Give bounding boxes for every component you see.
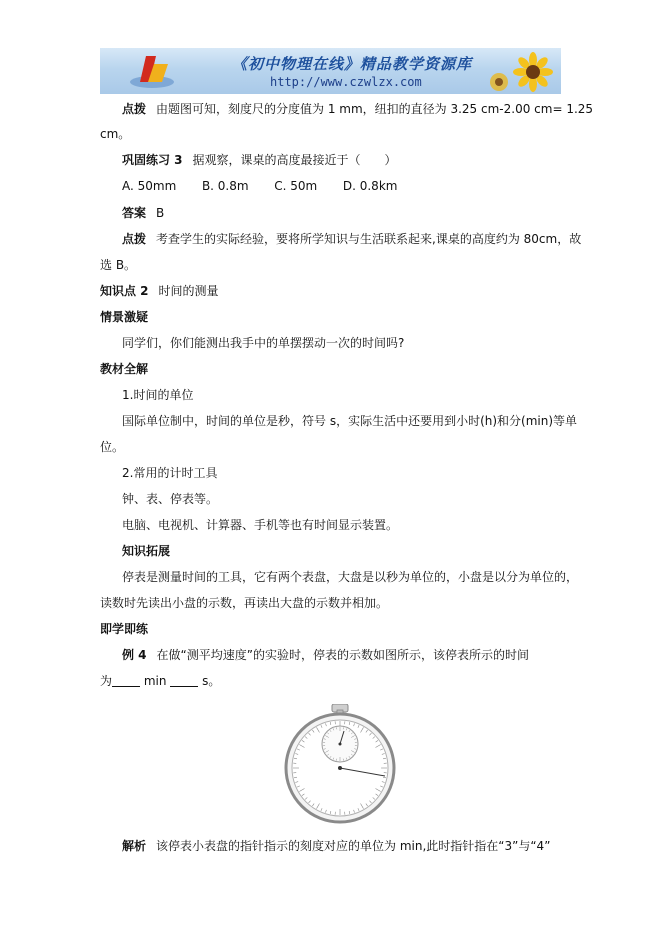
blank-min (112, 674, 140, 687)
option-c: C. 50m (274, 179, 318, 193)
scenario-text: 同学们，你们能测出我手中的单摆摆动一次的时间吗? (122, 336, 405, 350)
section-knowledge-2 (100, 283, 570, 299)
blank-sec (170, 674, 198, 687)
example-text: 在做“测平均速度”的实验时，停表的示数如图所示，该停表所示的时间 (156, 648, 529, 662)
option-d: D. 0.8km (342, 179, 398, 193)
hint-2-text: 考查学生的实际经验，要将所学知识与生活联系起来,课桌的高度约为 80cm，故 (156, 232, 582, 246)
answer-text: B (156, 206, 165, 220)
paragraph-hint-1-cont: cm。 (100, 127, 131, 141)
timers-text-1: 钟、表、停表等。 (122, 492, 219, 506)
label-analysis: 解析 (122, 839, 147, 853)
exercise-3 (122, 152, 592, 168)
time-unit-text-cont: 位。 (100, 440, 125, 454)
heading-extension: 知识拓展 (122, 544, 171, 558)
logo-icon (128, 52, 176, 90)
label-hint: 点拨 (122, 102, 147, 116)
hint-text: 由题图可知，刻度尺的分度值为 1 mm，纽扣的直径为 3.25 cm-2.00 cm= 1.25 (156, 102, 594, 116)
extension-text: 停表是测量时间的工具，它有两个表盘，大盘是以秒为单位的，小盘是以分为单位的， (122, 570, 579, 584)
heading-textbook: 教材全解 (100, 362, 149, 376)
label-exercise: 巩固练习 3 (122, 153, 183, 167)
option-b: B. 0.8m (201, 179, 249, 193)
option-a: A. 50mm (122, 179, 177, 193)
paragraph-hint-2 (122, 231, 592, 247)
stopwatch-figure (284, 704, 396, 824)
header-banner (100, 48, 561, 94)
knowledge-title: 时间的测量 (158, 284, 219, 298)
label-knowledge: 知识点 2 (100, 284, 149, 298)
banner-url: http://www.czwlzx.com (270, 75, 422, 89)
options-row (122, 178, 592, 194)
sunflower-icon (483, 52, 555, 92)
example-4 (122, 647, 592, 663)
banner-title: 《初中物理在线》精品教学资源库 (232, 55, 473, 73)
heading-scenario: 情景激疑 (100, 310, 149, 324)
analysis (122, 838, 592, 854)
label-answer: 答案 (122, 206, 147, 220)
extension-text-cont: 读数时先读出小盘的示数，再读出大盘的示数并相加。 (100, 596, 389, 610)
answer (122, 205, 592, 221)
analysis-text: 该停表小表盘的指针指示的刻度对应的单位为 min,此时指针指在“3”与“4” (156, 839, 551, 853)
label-hint-2: 点拨 (122, 232, 147, 246)
paragraph-hint-2-cont: 选 B。 (100, 258, 137, 272)
heading-practice: 即学即练 (100, 622, 149, 636)
paragraph-hint-1 (122, 101, 592, 117)
time-unit-text: 国际单位制中，时间的单位是秒，符号 s，实际生活中还要用到小时(h)和分(min)等单 (122, 414, 578, 428)
subheading-time-unit: 1.时间的单位 (122, 388, 194, 402)
timers-text-2: 电脑、电视机、计算器、手机等也有时间显示装置。 (122, 518, 399, 532)
label-example: 例 4 (122, 648, 147, 662)
example-4-cont: 为 min s。 (100, 674, 221, 688)
exercise-text: 据观察，课桌的高度最接近于（ ） (192, 153, 397, 167)
subheading-timers: 2.常用的计时工具 (122, 466, 218, 480)
